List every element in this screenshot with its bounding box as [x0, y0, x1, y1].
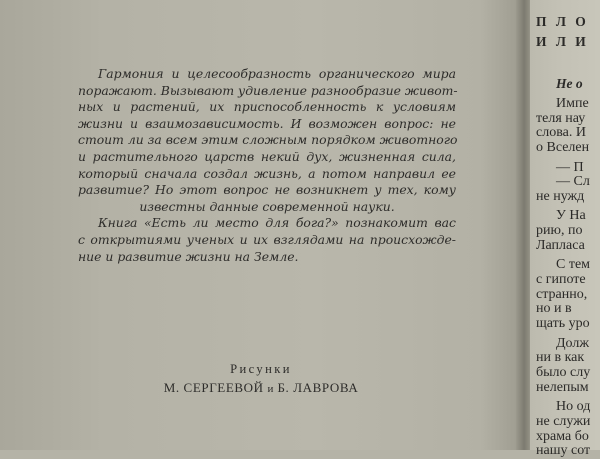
- chapter-heading: П Л О: [536, 14, 589, 29]
- illustrations-label: Рисунки: [230, 362, 292, 376]
- annotation-line: и растительного царств некий дух, жизненная сила,: [78, 148, 456, 164]
- right-page-line: Долж: [556, 335, 590, 351]
- annotation-line: жизни и взаимозависимость. И возможен вопрос: не: [78, 115, 456, 131]
- annotation-line: развитие? Но этот вопрос не возникнет у тех, кому: [78, 182, 456, 198]
- annotation-line: поражают. Вызывают удивление разнообразие живот-: [78, 82, 458, 98]
- right-page-line: нелепым: [536, 379, 589, 395]
- right-page-line: Импе: [556, 96, 589, 112]
- right-page-line: нашу сот: [536, 443, 591, 459]
- right-page-line: С тем: [556, 257, 591, 273]
- right-page-line: с гипоте: [536, 272, 586, 288]
- book-annotation: [78, 66, 456, 265]
- annotation-line: ние и развитие жизни на Земле.: [78, 248, 299, 264]
- right-page-line: было слу: [536, 364, 591, 380]
- right-page-line: Лапласа: [536, 237, 585, 253]
- right-page-line: У На: [556, 208, 586, 224]
- illustrators-credit: [0, 380, 522, 396]
- annotation-line: с открытиями ученых и их взглядами на происхожде-: [78, 231, 456, 247]
- right-page-line: Но од: [556, 399, 591, 415]
- right-page-line: теля нау: [536, 110, 586, 126]
- right-page-line: щать уро: [536, 316, 590, 332]
- section-subheading: Не о: [556, 76, 583, 91]
- annotation-line: Гармония и целесообразность органического мира: [98, 66, 456, 81]
- annotation-line: который сначала создал жизнь, а потом направил ее: [78, 165, 456, 181]
- annotation-line: ных и растений, их приспособленность к условиям: [78, 99, 456, 115]
- annotation-line: известны данные современной науки.: [139, 198, 395, 214]
- annotation-line: стоит ли за всем этим сложным порядком животного: [78, 132, 458, 148]
- right-page-line: храма бо: [536, 428, 589, 444]
- right-page-line: рию, по: [536, 223, 583, 239]
- right-page-line: странно,: [536, 286, 588, 302]
- right-page-line: — П: [556, 159, 584, 175]
- right-page-line: но и в: [536, 301, 572, 317]
- illustrator-name: Б. ЛАВРОВА: [277, 380, 359, 395]
- right-page-line: о Вселен: [536, 140, 590, 156]
- annotation-line: Книга «Есть ли место для бога?» познакомит вас: [98, 215, 456, 231]
- right-page-line: не нужд: [536, 188, 585, 204]
- right-page-line: ни в как: [536, 350, 585, 366]
- illustrator-name: М. СЕРГЕЕВОЙ: [163, 380, 264, 395]
- right-page: [530, 0, 600, 459]
- right-page-line: слова. И: [536, 125, 586, 141]
- chapter-heading: И Л И: [536, 34, 589, 49]
- right-page-line: — Сл: [556, 174, 590, 190]
- right-page-line: не служи: [536, 413, 591, 429]
- credit-joiner: и: [267, 383, 274, 395]
